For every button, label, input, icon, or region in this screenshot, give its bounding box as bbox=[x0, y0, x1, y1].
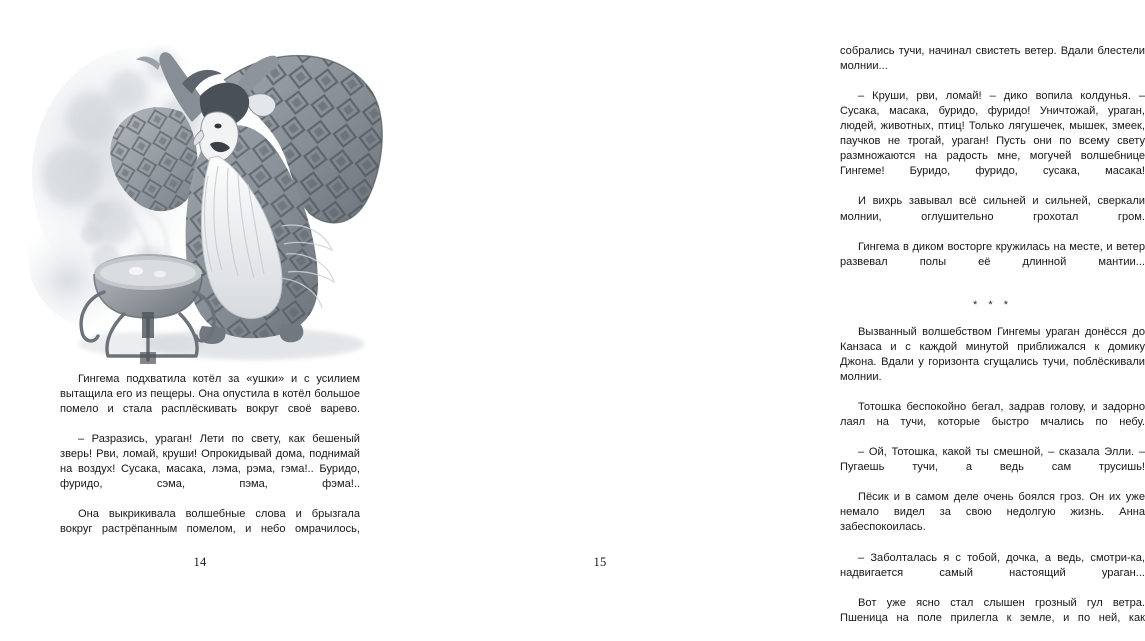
paragraph: – Круши, рви, ломай! – дико вопила колдунья. – Сусака, масака, буридо, фуридо! Уничтожай, ураган, людей, животных, птиц! Только лягушечек, мышек, змеек, паучков не трогай, ураган! Пусть они по всему свету размножаются на радость мне, могучей волшебнице Гингеме! Буридо, фуридо, сусака, масака! bbox=[840, 90, 1145, 178]
left-column-text bbox=[60, 372, 360, 553]
paragraph: – Заболталась я с тобой, дочка, а ведь, смотри-ка, надвигается самый настоящий ураган... bbox=[840, 551, 1145, 579]
paragraph: Пёсик и в самом деле очень боялся гроз. Он их уже немало видел за свою недолгую жизнь. Анна забеспокоилась. bbox=[840, 491, 1145, 534]
paragraph: собрались тучи, начинал свистеть ветер. Вдали блестели молнии... bbox=[840, 45, 1145, 73]
paragraph: И вихрь завывал всё сильней и сильней, сверкали молнии, оглушительно грохотал гром. bbox=[840, 195, 1145, 223]
right-column-text bbox=[840, 44, 1145, 641]
page-left bbox=[0, 0, 400, 600]
paragraph: Гингема в диком восторге кружилась на месте, и ветер развевал полы её длинной мантии... bbox=[840, 240, 1145, 268]
paragraph: Вот уже ясно стал слышен грозный гул ветра. Пшеница на поле прилегла к земле, и по ней, как bbox=[840, 596, 1145, 624]
illustration-gingema-cauldron bbox=[32, 26, 388, 374]
paragraph: Тотошка беспокойно бегал, задрав голову, и задорно лаял на тучи, которые быстро мчались по небу. bbox=[840, 401, 1145, 429]
page-number-right: 15 bbox=[593, 555, 607, 569]
paragraph: Она выкрикивала волшебные слова и брызгала вокруг растрёпанным помелом, и небо омрачилось, bbox=[60, 508, 360, 536]
page-right bbox=[400, 0, 1145, 624]
paragraph: Гингема подхватила котёл за «ушки» и с усилием вытащила его из пещеры. Она опустила в котёл большое помело и стала расплёскивать вокруг своё варево. bbox=[60, 373, 360, 416]
paragraph: – Разразись, ураган! Лети по свету, как бешеный зверь! Рви, ломай, круши! Опрокидывай дома, поднимай на воздух! Сусака, масака, лэма, рэма, гэма!.. Буридо, фуридо, сэма, пэма, фэма!.. bbox=[60, 433, 360, 491]
section-divider: * * * bbox=[973, 298, 1012, 311]
page-number-left: 14 bbox=[193, 555, 207, 569]
paragraph: Вызванный волшебством Гингемы ураган донёсся до Канзаса и с каждой минутой приближался к домику Джона. Вдали у горизонта сгущались тучи, поблёскивали молнии. bbox=[840, 325, 1145, 383]
paragraph: – Ой, Тотошка, какой ты смешной, – сказала Элли. – Пугаешь тучи, а ведь сам трусишь! bbox=[840, 446, 1145, 474]
